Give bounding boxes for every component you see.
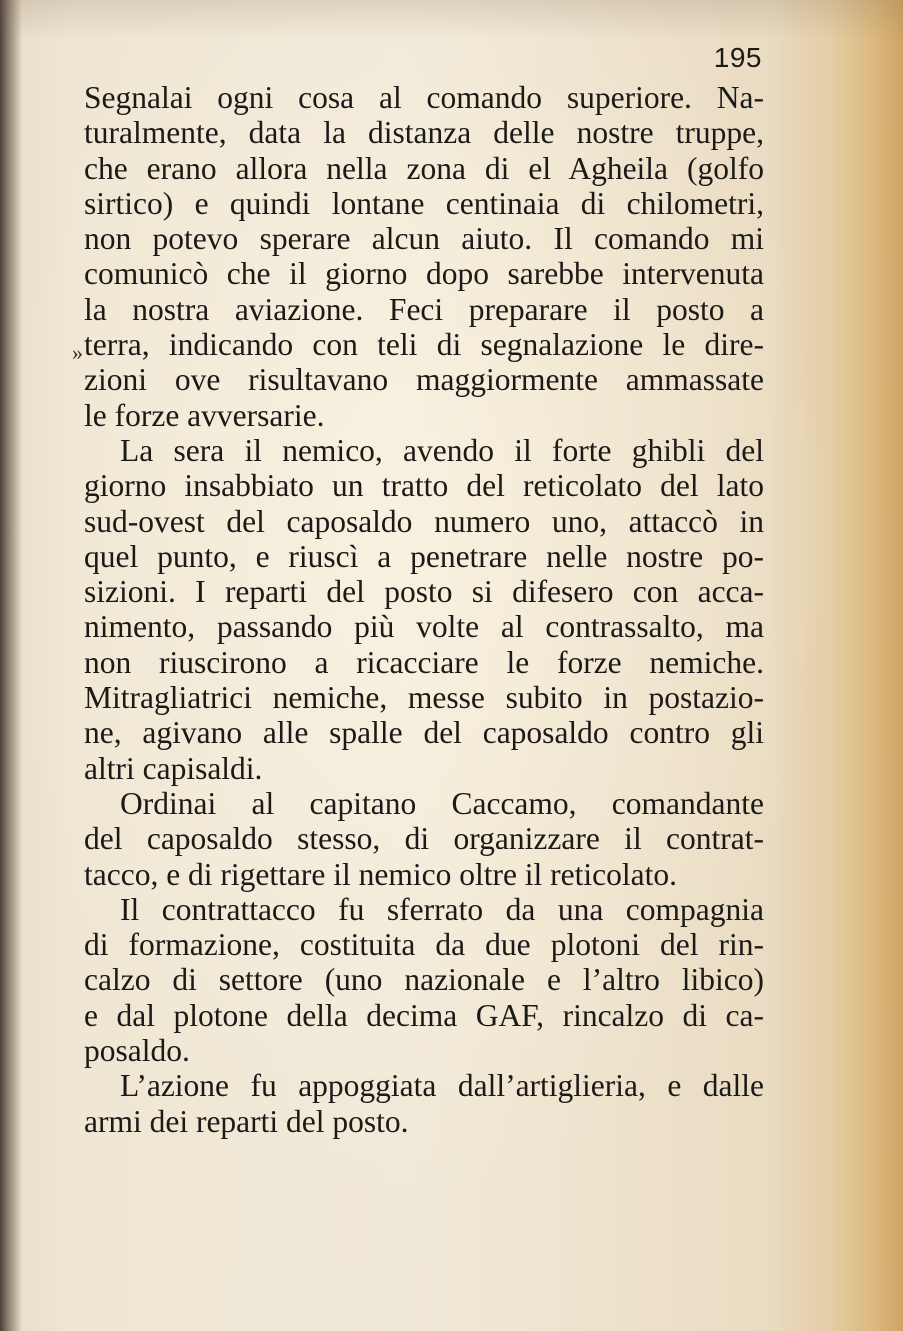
margin-mark: »: [72, 340, 83, 365]
text-line: nimento, passando più volte al contrassalto, ma: [84, 609, 764, 645]
text-line: La sera il nemico, avendo il forte ghibli del: [120, 432, 764, 468]
text-line: non potevo sperare alcun aiuto. Il comando mi: [84, 221, 764, 257]
text-line: e dal plotone della decima GAF, rincalzo di ca-: [84, 997, 764, 1033]
text-line: giorno insabbiato un tratto del reticolato del lato: [84, 468, 764, 504]
text-line: ne, agivano alle spalle del caposaldo contro gli: [84, 715, 764, 751]
text-line: Ordinai al capitano Caccamo, comandante: [120, 785, 764, 821]
text-line: altri capisaldi.: [84, 750, 263, 786]
text-line: sud-ovest del caposaldo numero uno, attaccò in: [84, 503, 764, 539]
text-line: del caposaldo stesso, di organizzare il contrat-: [84, 821, 764, 857]
text-line: che erano allora nella zona di el Agheila (golfo: [84, 150, 764, 186]
text-line: turalmente, data la distanza delle nostre truppe,: [84, 115, 764, 151]
body-text: [84, 80, 764, 1139]
top-shadow: [0, 0, 903, 40]
text-line: di formazione, costituita da due plotoni del rin-: [84, 927, 764, 963]
text-line: sizioni. I reparti del posto si difesero con acca-: [84, 574, 764, 610]
text-line: non riuscirono a ricacciare le forze nemiche.: [84, 644, 764, 680]
text-line: zioni ove risultavano maggiormente ammassate: [84, 362, 764, 398]
spine-shadow: [0, 0, 22, 1331]
text-line: posaldo.: [84, 1033, 190, 1069]
text-line: Mitragliatrici nemiche, messe subito in postazio-: [84, 680, 764, 716]
text-line: le forze avversarie.: [84, 397, 325, 433]
text-line: Segnalai ogni cosa al comando superiore. Na-: [84, 80, 764, 115]
page-edge-stain: [833, 0, 903, 1331]
text-line: armi dei reparti del posto.: [84, 1103, 409, 1139]
text-line: quel punto, e riuscì a penetrare nelle nostre po-: [84, 538, 764, 574]
text-line: terra, indicando con teli di segnalazione le dire-: [84, 327, 764, 363]
text-line: la nostra aviazione. Feci preparare il posto a: [84, 291, 764, 327]
page-number: 195: [713, 42, 762, 73]
text-line: tacco, e di rigettare il nemico oltre il reticolato.: [84, 856, 677, 892]
text-line: comunicò che il giorno dopo sarebbe intervenuta: [84, 256, 764, 292]
text-line: L’azione fu appoggiata dall’artiglieria, e dalle: [120, 1068, 764, 1104]
text-line: sirtico) e quindi lontane centinaia di chilometri,: [84, 185, 764, 221]
text-line: calzo di settore (uno nazionale e l’altro libico): [84, 962, 764, 998]
text-line: Il contrattacco fu sferrato da una compagnia: [120, 891, 764, 927]
